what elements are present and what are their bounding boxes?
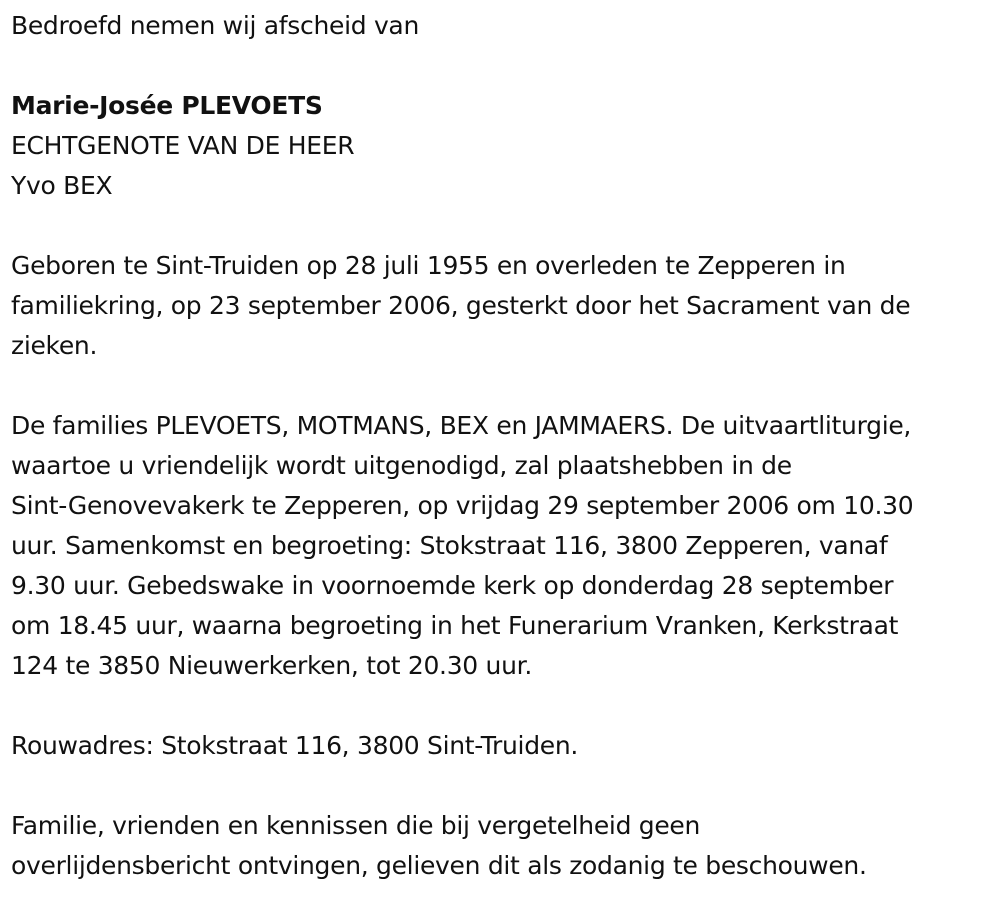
paragraph-line: Sint-Genovevakerk te Zepperen, op vrijdag 29 september 2006 om 10.30 <box>11 491 914 520</box>
spouse-name: Yvo BEX <box>11 171 113 200</box>
mourning-address: Rouwadres: Stokstraat 116, 3800 Sint-Truiden. <box>11 731 579 760</box>
birth-death-paragraph <box>11 246 996 366</box>
paragraph-line: uur. Samenkomst en begroeting: Stokstraat 116, 3800 Zepperen, vanaf <box>11 531 888 560</box>
paragraph-line: overlijdensbericht ontvingen, gelieven dit als zodanig te beschouwen. <box>11 851 867 880</box>
paragraph-line: familiekring, op 23 september 2006, gesterkt door het Sacrament van de <box>11 291 911 320</box>
paragraph-line: waartoe u vriendelijk wordt uitgenodigd, zal plaatshebben in de <box>11 451 792 480</box>
paragraph-line: 9.30 uur. Gebedswake in voornoemde kerk op donderdag 28 september <box>11 571 894 600</box>
deceased-name: Marie-Josée PLEVOETS <box>11 91 323 120</box>
paragraph-line: om 18.45 uur, waarna begroeting in het Funerarium Vranken, Kerkstraat <box>11 611 899 640</box>
spacer <box>11 686 996 726</box>
spacer <box>11 46 996 86</box>
paragraph-line: zieken. <box>11 331 98 360</box>
paragraph-line: De families PLEVOETS, MOTMANS, BEX en JAMMAERS. De uitvaartliturgie, <box>11 411 912 440</box>
intro-text: Bedroefd nemen wij afscheid van <box>11 11 419 40</box>
paragraph-line: Geboren te Sint-Truiden op 28 juli 1955 en overleden te Zepperen in <box>11 251 846 280</box>
paragraph-line: 124 te 3850 Nieuwerkerken, tot 20.30 uur. <box>11 651 532 680</box>
spacer <box>11 366 996 406</box>
spacer <box>11 766 996 806</box>
closing-paragraph <box>11 806 996 886</box>
spacer <box>11 206 996 246</box>
ceremony-paragraph <box>11 406 996 686</box>
death-notice <box>11 6 996 886</box>
relation-text: ECHTGENOTE VAN DE HEER <box>11 131 355 160</box>
paragraph-line: Familie, vrienden en kennissen die bij vergetelheid geen <box>11 811 701 840</box>
